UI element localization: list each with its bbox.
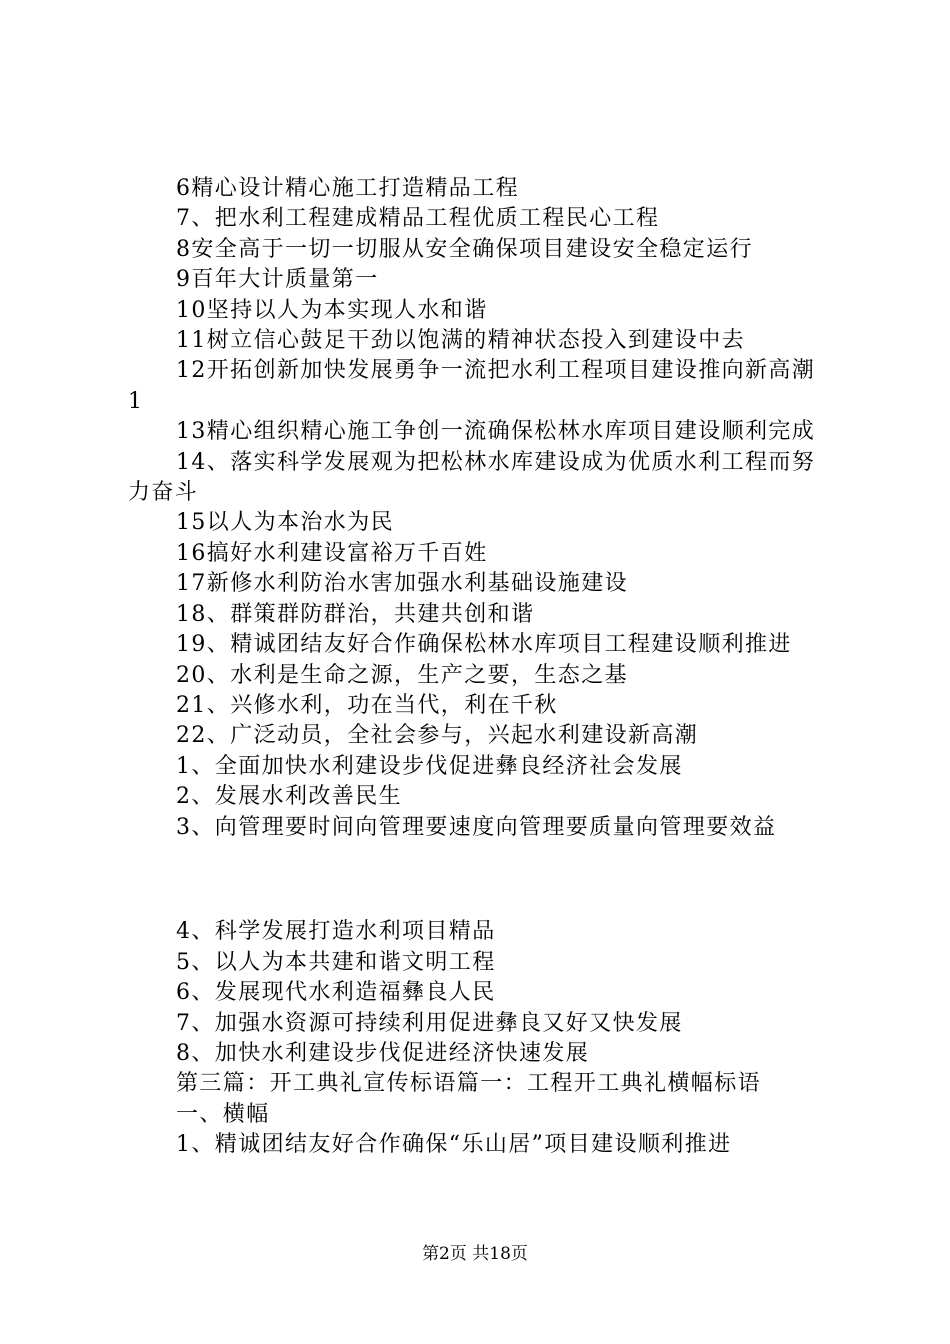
blank-line [128, 865, 828, 895]
paragraph: 10坚持以人为本实现人水和谐 [176, 297, 488, 323]
paragraph: 7、把水利工程建成精品工程优质工程民心工程 [176, 206, 660, 232]
paragraph: 11树立信心鼓足干劲以饱满的精神状态投入到建设中去 [176, 328, 745, 354]
paragraph: 1、全面加快水利建设步伐促进彝良经济社会发展 [176, 753, 683, 779]
paragraph: 2、发展水利改善民生 [176, 784, 402, 810]
paragraph: 9百年大计质量第一 [176, 267, 379, 293]
paragraph: 19、精诚团结友好合作确保松林水库项目工程建设顺利推进 [176, 632, 792, 658]
paragraph: 22、广泛动员，全社会参与，兴起水利建设新高潮 [176, 723, 699, 749]
page-footer: 第2页 共18页 [422, 1244, 528, 1264]
paragraph: 15以人为本治水为民 [176, 510, 394, 536]
paragraph: 20、水利是生命之源，生产之要，生态之基 [176, 662, 628, 688]
paragraph: 14、落实科学发展观为把松林水库建设成为优质水利工程而努力奋斗 [128, 449, 816, 506]
paragraph: 一、横幅 [176, 1101, 270, 1127]
paragraph: 16搞好水利建设富裕万千百姓 [176, 540, 488, 566]
paragraph: 12开拓创新加快发展勇争一流把水利工程项目建设推向新高潮1 [128, 358, 816, 414]
paragraph: 21、兴修水利，功在当代，利在千秋 [176, 692, 558, 718]
paragraph: 6、发展现代水利造福彝良人民 [176, 980, 496, 1006]
paragraph: 5、以人为本共建和谐文明工程 [176, 949, 496, 975]
paragraph: 13精心组织精心施工争创一流确保松林水库项目建设顺利完成 [176, 419, 816, 445]
paragraph: 4、科学发展打造水利项目精品 [176, 919, 496, 945]
paragraph: 3、向管理要时间向管理要速度向管理要质量向管理要效益 [176, 814, 777, 840]
paragraph: 第三篇：开工典礼宣传标语篇一：工程开工典礼横幅标语 [176, 1071, 762, 1097]
paragraph: 7、加强水资源可持续利用促进彝良又好又快发展 [176, 1010, 683, 1036]
paragraph: 17新修水利防治水害加强水利基础设施建设 [176, 571, 628, 597]
paragraph: 8安全高于一切一切服从安全确保项目建设安全稳定运行 [176, 236, 753, 262]
paragraph: 6精心设计精心施工打造精品工程 [176, 176, 519, 201]
paragraph: 8、加快水利建设步伐促进经济快速发展 [176, 1040, 590, 1066]
paragraph: 18、群策群防群治，共建共创和谐 [176, 601, 535, 627]
paragraph: 1、精诚团结友好合作确保“乐山居”项目建设顺利推进 [176, 1132, 732, 1158]
document-body [128, 174, 828, 1161]
